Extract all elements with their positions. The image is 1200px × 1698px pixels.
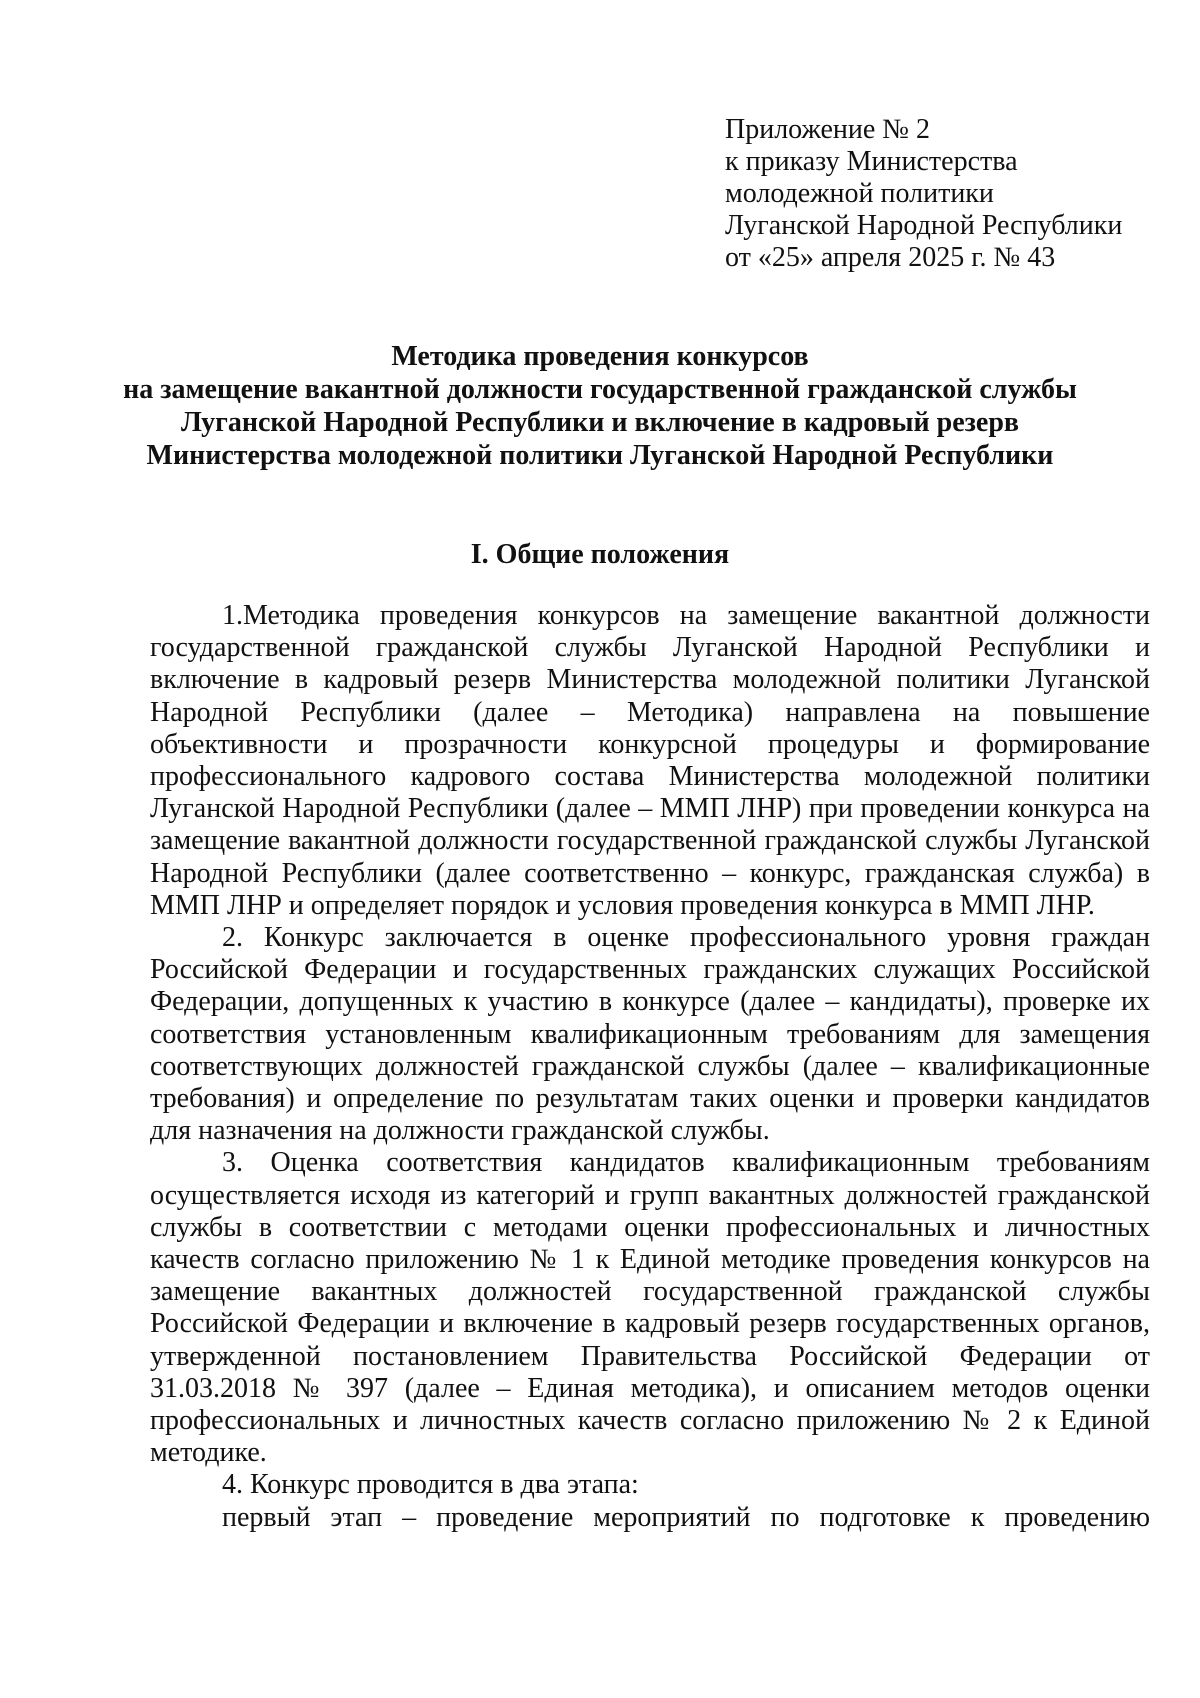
title-line: Министерства молодежной политики Луганской Народной Республики [146, 440, 1054, 471]
title-line: Луганской Народной Республики и включение в кадровый резерв [180, 407, 1020, 438]
appendix-line: Луганской Народной Республики [725, 210, 1123, 241]
title-line: Методика проведения конкурсов [391, 341, 809, 372]
paragraph-2: 2. Конкурс заключается в оценке профессионального уровня граждан Российской Федерации и государственных гражданских служащих Российской Федерации, допущенных к участию в конкурсе (далее – кандидаты), проверке их соответствия установленным квалификационным требованиям для замещения соответствующих должностей гражданской службы (далее – квалификационные требования) и определение по результатам таких оценки и проверки кандидатов для назначения на должности гражданской службы. [150, 922, 1150, 1147]
title-line: на замещение вакантной должности государственной гражданской службы [123, 374, 1077, 405]
paragraph-5: первый этап – проведение мероприятий по подготовке к проведению [222, 1501, 1150, 1533]
appendix-line: молодежной политики [725, 178, 994, 209]
paragraph-3: 3. Оценка соответствия кандидатов квалификационным требованиям осуществляется исходя из категорий и групп вакантных должностей гражданской службы в соответствии с методами оценки профессиональных и личностных качеств согласно приложению № 1 к Единой методике проведения конкурсов на замещение вакантных должностей государственной гражданской службы Российской Федерации и включение в кадровый резерв государственных органов, утвержденной постановлением Правительства Российской Федерации от 31.03.2018 № 397 (далее – Единая методика), и описанием методов оценки профессиональных и личностных качеств согласно приложению № 2 к Единой методике. [150, 1147, 1150, 1469]
paragraph-4: 4. Конкурс проводится в два этапа: [222, 1469, 639, 1501]
body-text [150, 600, 1150, 1534]
appendix-line: к приказу Министерства [725, 146, 1018, 177]
paragraph-1: 1.Методика проведения конкурсов на замещение вакантной должности государственной гражданской службы Луганской Народной Республики и включение в кадровый резерв Министерства молодежной политики Луганской Народной Республики (далее – Методика) направлена на повышение объективности и прозрачности конкурсной процедуры и формирование профессионального кадрового состава Министерства молодежной политики Луганской Народной Республики (далее – ММП ЛНР) при проведении конкурса на замещение вакантной должности государственной гражданской службы Луганской Народной Республики (далее соответственно – конкурс, гражданская служба) в ММП ЛНР и определяет порядок и условия проведения конкурса в ММП ЛНР. [150, 600, 1150, 921]
appendix-header [725, 114, 1122, 274]
appendix-line: от «25» апреля 2025 г. № 43 [725, 242, 1056, 273]
section-heading: I. Общие положения [470, 539, 730, 570]
document-title [60, 340, 1140, 472]
appendix-line: Приложение № 2 [725, 114, 930, 145]
